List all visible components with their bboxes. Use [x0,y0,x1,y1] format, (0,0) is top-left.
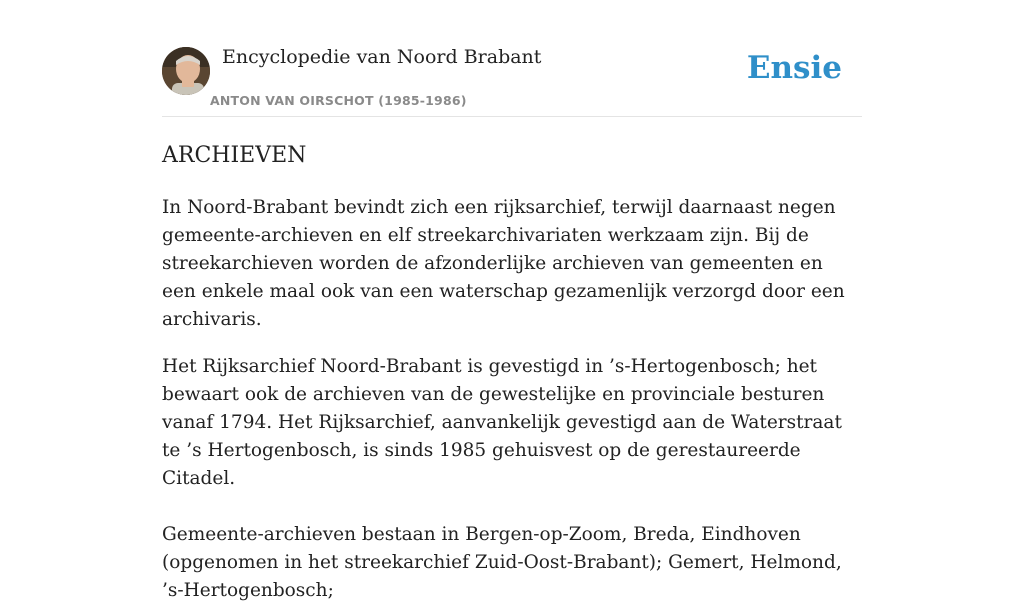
page [162,0,862,605]
author-avatar[interactable] [162,47,210,95]
article-paragraph-3: Gemeente-archieven bestaan in Bergen-op-Zoom, Breda, Eindhoven (opgenomen in het streekarchief Zuid-Oost-Brabant); Gemert, Helmond, ’s-Hertogenbosch; [162,524,842,601]
author-name[interactable]: ANTON VAN OIRSCHOT (1985-1986) [210,93,467,108]
ensie-logo[interactable]: Ensie [746,50,842,86]
portrait-icon [162,47,210,95]
article-title: ARCHIEVEN [162,143,307,168]
book-title[interactable]: Encyclopedie van Noord Brabant [222,46,542,68]
article-paragraph-1: In Noord-Brabant bevindt zich een rijksarchief, terwijl daarnaast negen gemeente-archieven en elf streekarchivariaten werkzaam zijn. Bij de streekarchieven worden de afzonderlijke archieven van gemeenten en een enkele maal ook van een waterschap gezamenlijk verzorgd door een archivaris. [162,197,845,330]
header [162,0,862,117]
article-paragraph-2: Het Rijksarchief Noord-Brabant is gevestigd in ’s-Hertogenbosch; het bewaart ook de archieven van de gewestelijke en provinciale besturen vanaf 1794. Het Rijksarchief, aanvankelijk gevestigd aan de Waterstraat te ’s Hertogenbosch, is sinds 1985 gehuisvest op de gerestaureerde Citadel. [162,356,842,489]
